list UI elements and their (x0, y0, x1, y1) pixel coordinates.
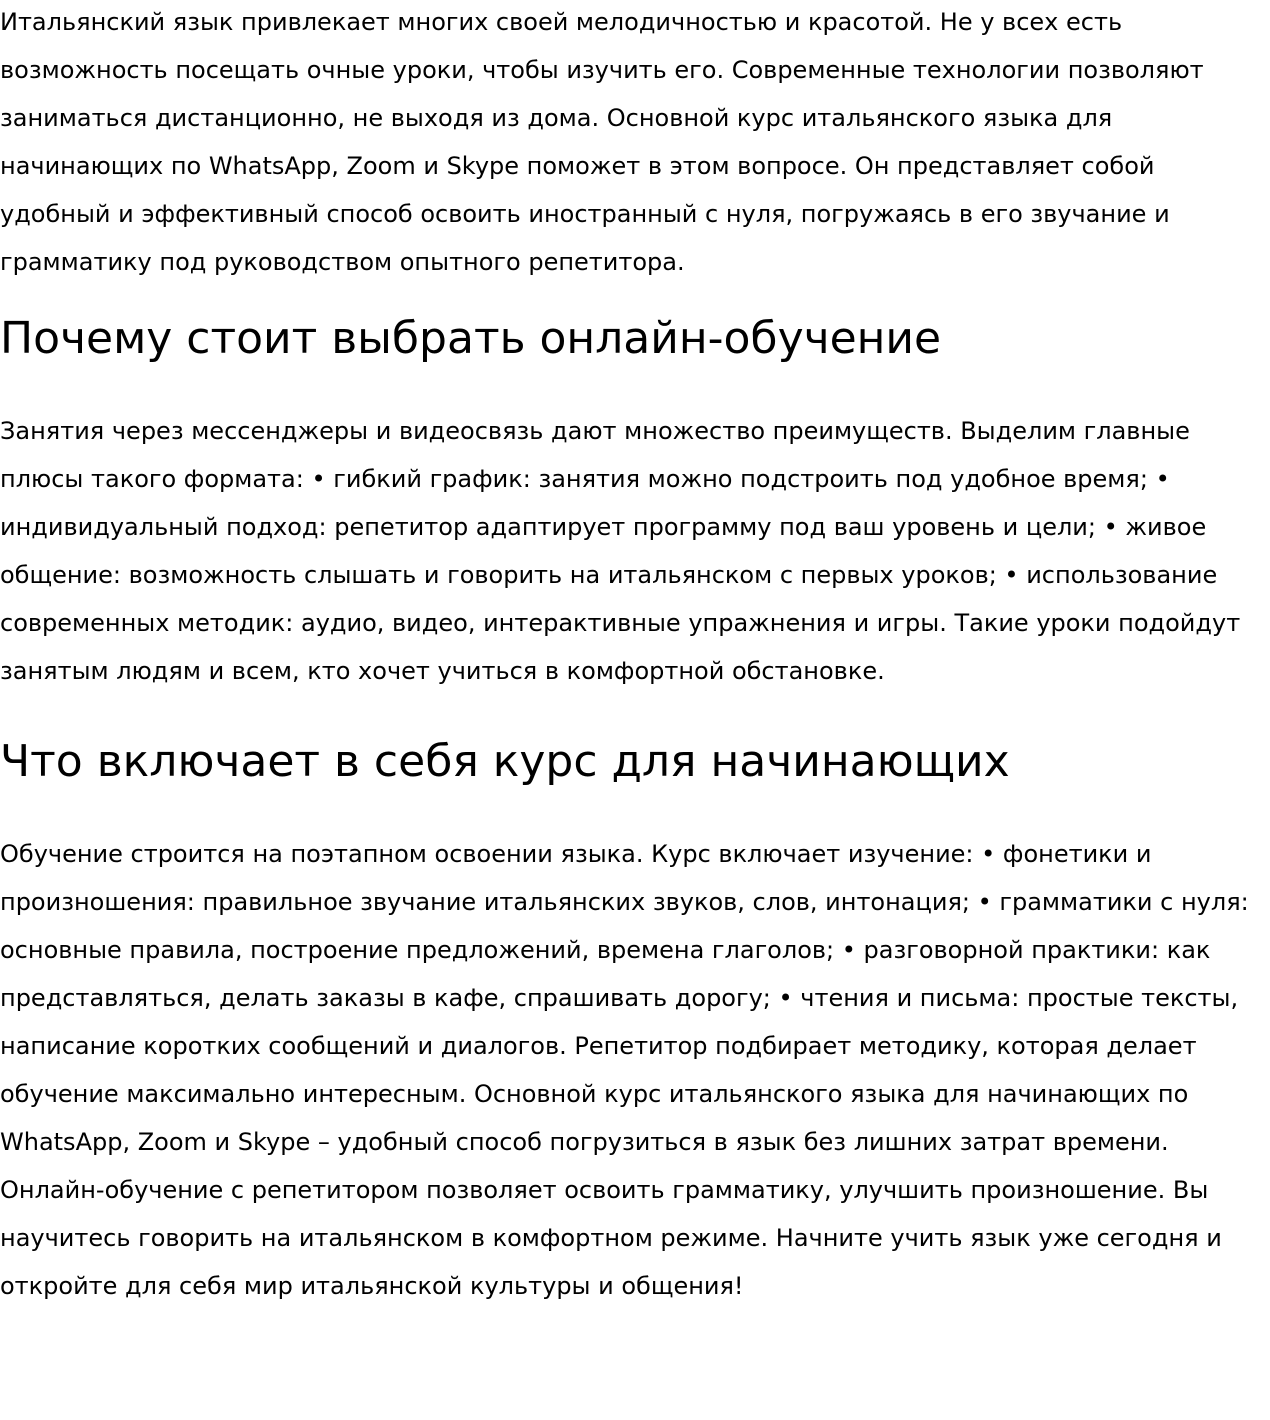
intro-paragraph: Итальянский язык привлекает многих своей мелодичностью и красотой. Не у всех есть возможность посещать очные уроки, чтобы изучить его. Современные технологии позволяют заниматься дистанционно, не выходя из дома. Основной курс итальянского языка для начинающих по WhatsApp, Zoom и Skype поможет в этом вопросе. Он представляет собой удобный и эффективный способ освоить иностранный с нуля, погружаясь в его звучание и грамматику под руководством опытного репетитора. (0, 8, 1204, 276)
section-paragraph-course-contents: Обучение строится на поэтапном освоении языка. Курс включает изучение: • фонетики и произношения: правильное звучание итальянских звуков, слов, интонация; • грамматики с нуля: основные правила, построение предложений, времена глаголов; • разговорной практики: как представляться, делать заказы в кафе, спрашивать дорогу; • чтения и письма: простые тексты, написание коротких сообщений и диалогов. Репетитор подбирает методику, которая делает обучение максимально интересным. Основной курс итальянского языка для начинающих по WhatsApp, Zoom и Skype – удобный способ погрузиться в язык без лишних затрат времени. Онлайн-обучение с репетитором позволяет освоить грамматику, улучшить произношение. Вы научитесь говорить на итальянском в комфортном режиме. Начните учить язык уже сегодня и откройте для себя мир итальянской культуры и общения! (0, 840, 1249, 1300)
section-heading-why-online: Почему стоит выбрать онлайн-обучение (0, 313, 942, 364)
section-paragraph-why-online: Занятия через мессенджеры и видеосвязь дают множество преимуществ. Выделим главные плюсы такого формата: • гибкий график: занятия можно подстроить под удобное время; • индивидуальный подход: репетитор адаптирует программу под ваш уровень и цели; • живое общение: возможность слышать и говорить на итальянском с первых уроков; • использование современных методик: аудио, видео, интерактивные упражнения и игры. Такие уроки подойдут занятым людям и всем, кто хочет учиться в комфортной обстановке. (0, 417, 1241, 685)
section-heading-course-contents: Что включает в себя курс для начинающих (0, 736, 1010, 787)
